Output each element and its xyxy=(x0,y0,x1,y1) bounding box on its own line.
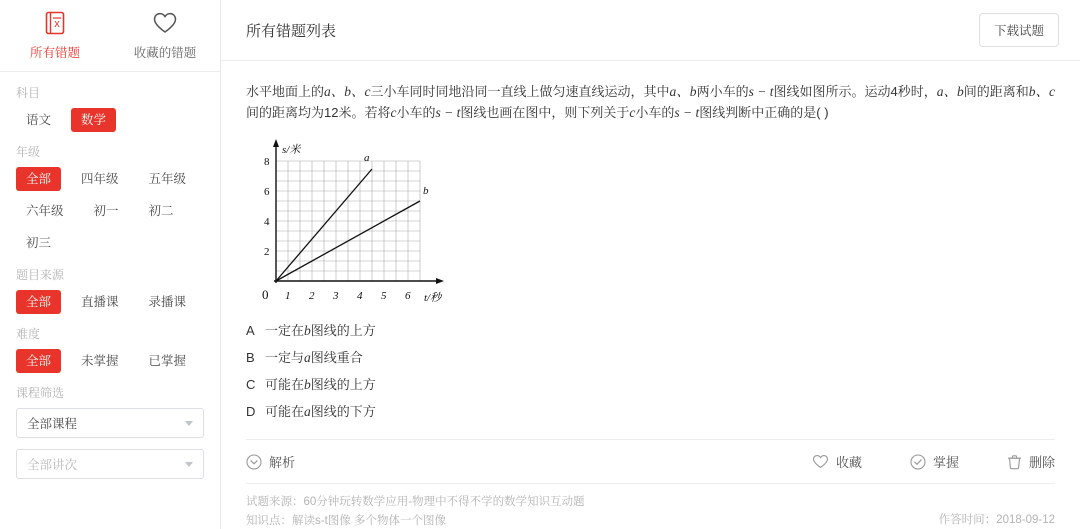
svg-text:x: x xyxy=(54,18,60,30)
stem-seg-8: 图线也画在图中，则下列关于 xyxy=(460,105,630,120)
question-figure xyxy=(246,131,1055,311)
y-tick-4: 4 xyxy=(264,216,270,228)
stem-seg-6: 间的距离均为12米。若将 xyxy=(246,105,391,120)
stem-seg-10: 图线判断中正确的是( ) xyxy=(699,105,829,120)
stem-var-1: a、b、c xyxy=(324,84,371,99)
origin-label: 0 xyxy=(262,287,269,302)
heart-icon xyxy=(152,10,178,36)
lecture-select[interactable] xyxy=(16,449,204,479)
sidebar-tab-all-wrong-label: 所有错题 xyxy=(29,46,80,60)
option-d-text xyxy=(265,398,376,425)
option-c-text xyxy=(265,371,376,398)
option-c-post: 图线的上方 xyxy=(310,377,376,392)
chevron-down-icon xyxy=(185,462,193,467)
source-label: 试题来源： xyxy=(246,496,304,508)
knowledge-label: 知识点： xyxy=(246,515,292,527)
st-graph-svg xyxy=(246,131,466,311)
stem-var-c2: c xyxy=(629,105,636,120)
question-options xyxy=(246,317,1055,425)
page-title: 所有错题列表 xyxy=(246,22,337,40)
chevron-down-icon xyxy=(185,421,193,426)
filter-chips-subject xyxy=(16,108,204,132)
heart-icon xyxy=(812,454,829,469)
filter-chips-grade xyxy=(16,167,204,255)
answer-time: 作答时间：2018-09-12 xyxy=(938,514,1055,526)
y-tick-8: 8 xyxy=(264,156,270,168)
stem-seg-2: 三小车同时同地沿同一直线上做匀速直线运动，其中 xyxy=(370,84,670,99)
filter-title-course: 课程筛选 xyxy=(16,386,65,400)
stem-st-3: s − t xyxy=(674,105,700,120)
stem-seg-7: 小车的 xyxy=(396,105,436,120)
filter-group-course xyxy=(16,384,204,438)
chip-difficulty-all[interactable]: 全部 xyxy=(16,349,61,373)
option-a-var: b xyxy=(304,323,311,338)
stem-st-2: s − t xyxy=(435,105,461,120)
y-axis-label: s/米 xyxy=(282,144,301,156)
main-header xyxy=(221,0,1080,61)
question-meta-left xyxy=(246,493,585,529)
option-d-key: D xyxy=(246,404,256,419)
filter-chips-source xyxy=(16,290,204,314)
chip-grade-9[interactable]: 初三 xyxy=(26,236,52,250)
stem-seg-4: 图线如图所示。运动4秒时， xyxy=(773,84,937,99)
option-b-pre: 一定与 xyxy=(265,350,305,365)
stem-var-2: a、b xyxy=(669,84,697,99)
filter-title-subject: 科目 xyxy=(16,86,41,100)
course-select-value: 全部课程 xyxy=(27,417,78,431)
option-b-key: B xyxy=(246,350,255,365)
stem-var-3: a、b xyxy=(936,84,964,99)
sidebar-tab-favorites[interactable] xyxy=(110,0,220,71)
chip-grade-6[interactable]: 六年级 xyxy=(26,204,64,218)
chip-grade-7[interactable]: 初一 xyxy=(93,204,119,218)
x-tick-4: 4 xyxy=(357,290,363,302)
option-a-text xyxy=(265,317,376,344)
option-b[interactable] xyxy=(246,344,1055,371)
option-d-pre: 可能在 xyxy=(265,404,305,419)
option-d-var: a xyxy=(304,404,311,419)
delete-button[interactable] xyxy=(1007,452,1055,471)
stem-var-4: b、c xyxy=(1028,84,1055,99)
option-d[interactable] xyxy=(246,398,1055,425)
y-tick-6: 6 xyxy=(264,186,270,198)
chevron-down-circle-icon xyxy=(246,454,262,470)
chip-grade-4[interactable]: 四年级 xyxy=(81,172,119,186)
stem-var-c: c xyxy=(390,105,397,120)
x-tick-5: 5 xyxy=(381,290,387,302)
x-tick-6: 6 xyxy=(405,290,411,302)
knowledge-value: 解读s-t图像 多个物体一个图像 xyxy=(292,515,446,527)
chip-difficulty-unmastered[interactable]: 未掌握 xyxy=(81,354,119,368)
trash-icon xyxy=(1007,454,1022,470)
lecture-select-value: 全部讲次 xyxy=(27,458,78,472)
chip-source-live[interactable]: 直播课 xyxy=(81,295,119,309)
sidebar xyxy=(0,0,221,529)
stem-seg-1: 水平地面上的 xyxy=(246,84,325,99)
option-b-var: a xyxy=(304,350,311,365)
sidebar-filters xyxy=(0,72,220,479)
x-tick-3: 3 xyxy=(333,290,339,302)
favorite-label: 收藏 xyxy=(835,455,862,470)
mastered-button[interactable] xyxy=(910,452,959,471)
filter-group-source xyxy=(16,266,204,314)
chip-subject-chinese[interactable]: 语文 xyxy=(26,113,52,127)
option-b-post: 图线重合 xyxy=(310,350,363,365)
analysis-label: 解析 xyxy=(269,455,296,470)
chip-subject-math[interactable]: 数学 xyxy=(71,108,116,132)
line-label-a: a xyxy=(364,152,370,164)
filter-title-grade: 年级 xyxy=(16,145,41,159)
sidebar-tabs xyxy=(0,0,220,72)
knowledge-line xyxy=(246,512,585,529)
x-tick-2: 2 xyxy=(309,290,315,302)
source-value: 60分钟玩转数学应用-物理中不得不学的数学知识互动题 xyxy=(303,496,585,508)
check-circle-icon xyxy=(910,454,926,470)
chip-grade-5[interactable]: 五年级 xyxy=(148,172,187,186)
mastered-label: 掌握 xyxy=(932,455,959,470)
analysis-toggle[interactable] xyxy=(246,452,295,471)
question-stem xyxy=(246,81,1055,123)
question-actions xyxy=(812,452,1055,471)
delete-label: 删除 xyxy=(1028,455,1055,470)
stem-seg-5: 间的距离和 xyxy=(963,84,1029,99)
y-tick-2: 2 xyxy=(264,246,270,258)
filter-group-difficulty xyxy=(16,325,204,373)
filter-chips-difficulty xyxy=(16,349,204,373)
option-c[interactable] xyxy=(246,371,1055,398)
chip-grade-8[interactable]: 初二 xyxy=(148,204,174,218)
download-button[interactable]: 下载试题 xyxy=(979,13,1059,47)
filter-group-grade xyxy=(16,143,204,255)
filter-group-subject xyxy=(16,84,204,132)
option-d-post: 图线的下方 xyxy=(310,404,376,419)
x-axis-label: t/秒 xyxy=(424,292,442,304)
chip-grade-all[interactable]: 全部 xyxy=(16,167,61,191)
chip-difficulty-mastered[interactable]: 已掌握 xyxy=(148,354,187,368)
line-label-b: b xyxy=(423,185,429,197)
x-tick-1: 1 xyxy=(285,290,291,302)
main-panel xyxy=(221,0,1080,529)
sidebar-tab-all-wrong[interactable] xyxy=(0,0,110,71)
question-action-bar xyxy=(246,439,1055,483)
filter-title-difficulty: 难度 xyxy=(16,327,41,341)
option-b-text xyxy=(265,344,363,371)
filter-group-lecture xyxy=(16,449,204,479)
chip-source-recorded[interactable]: 录播课 xyxy=(148,295,187,309)
question-meta xyxy=(246,483,1055,529)
chip-source-all[interactable]: 全部 xyxy=(16,290,61,314)
stem-st-1: s − t xyxy=(748,84,774,99)
sidebar-tab-favorites-label: 收藏的错题 xyxy=(133,46,197,60)
option-c-pre: 可能在 xyxy=(265,377,305,392)
option-c-key: C xyxy=(246,377,256,392)
course-select[interactable] xyxy=(16,408,204,438)
option-a-pre: 一定在 xyxy=(265,323,305,338)
question-card xyxy=(221,61,1080,529)
source-line xyxy=(246,493,585,512)
filter-title-source: 题目来源 xyxy=(16,268,65,282)
wrong-question-icon xyxy=(42,10,68,36)
option-a-post: 图线的上方 xyxy=(310,323,376,338)
option-c-var: b xyxy=(304,377,311,392)
option-a[interactable] xyxy=(246,317,1055,344)
option-a-key: A xyxy=(246,323,255,338)
stem-seg-9: 小车的 xyxy=(635,105,675,120)
stem-seg-3: 两小车的 xyxy=(696,84,749,99)
favorite-button[interactable] xyxy=(812,452,862,471)
